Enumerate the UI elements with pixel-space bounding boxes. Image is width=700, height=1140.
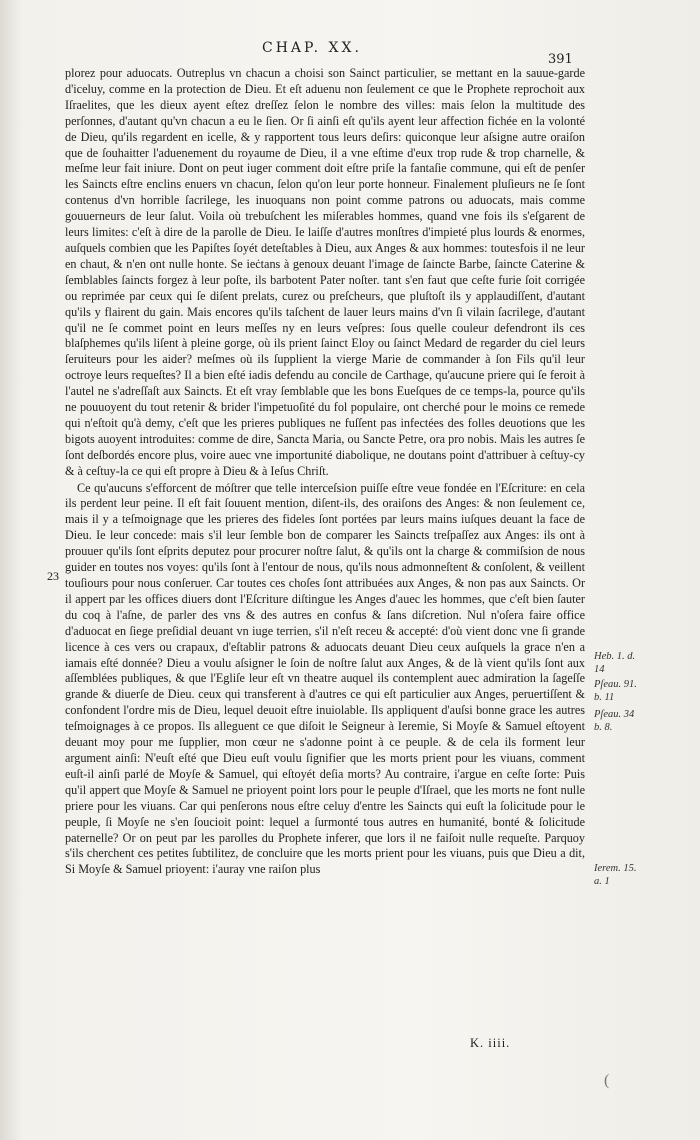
paragraph-2: Ce qu'aucuns s'efforcent de móſtrer que telle interceſsion puiſſe eſtre veue fondée en l'Eſcriture: en cela ils perdent leur peine. Il eſt fait ſouuent mention, diſent-ils, des oraiſons des Anges: & non ſeulement ce, mais il y a teſmoignage que les prieres des fideles ſont portées par leurs mains iuſques deuant la face de Dieu. Ie leur concede: mais s'il leur ſemble bon de comparer les Saincts treſpaſſez aux Anges: ils ont à prouuer qu'ils ſont eſprits deputez pour procurer noſtre ſalut, & qu'ils ont la charge & commiſsion de nous guider en toutes nos voyes: qu'ils ſont à l'entour de nous, qu'ils nous admonneſtent & conſolent, & veillent touſiours pour nous conſeruer. Car toutes ces choſes ſont attribuées aux Anges, & non pas aux Saincts. Or il appert par les offices diuers dont l'Eſcriture diſtingue les Anges d'auec les hommes, que c'eſt bien ſauter du coq à l'aſne, de parler des vns & des autres en confus & ſans diſcretion. Nul n'oſera faire office d'aduocat en ſiege preſidial deuant vn iuge terrien, s'il n'eſt receu & accepté: d'où vient donc vne ſi grande licence à ces vers ou crapaux, d'eſtablir patrons & aduocats deuant Dieu ceux auſquels la grace n'en a iamais eſté donnée? Dieu a voulu aſsigner le ſoin de noſtre ſalut aux Anges, & de là vient qu'ils ſont aux aſſemblées publiques, & que l'Egliſe leur eſt vn theatre auquel ils contemplent auec admiration la ſageſſe grande & diuerſe de Dieu. ceux qui transferent à d'autres ce qui eſt particulier aux Anges, peruertiſſent & confondent l'ordre mis de Dieu, lequel deuoit eſtre inuiolable. Ils appliquent d'auſsi bonne grace les autres teſmoignages à ce propos. Ils alleguent ce que diſoit le Seigneur à Ieremie, Si Moyſe & Samuel eſtoyent deuant moy pour me ſupplier, mon cœur ne s'adonne point à ce peuple. & de cela ils forment leur argument ainſi: N'euſt eſté que Dieu euſt voulu ſignifier que les morts prient pour les viuans, comment euſt-il ainſi parlé de Moyſe & Samuel, qui eſtoyét deſia morts? Au contraire, i'argue en ceſte ſorte: Puis qu'il appert que Moyſe & Samuel ne prioyent point lors pour le peuple d'Iſrael, que les morts ne font nulle priere pour les viuans. Car qui penſerons nous eſtre celuy d'entre les Saincts qui euſt la ſolicitude pour le peuple, ſi Moyſe ne s'en ſoucioit point: lequel a ſurmonté tous autres en humanité, bonté & ſolicitude paternelle? Or on peut par les parolles du Prophete inferer, que lors il ne faiſoit nulle requeſte. Parquoy s'ils cherchent ces petites ſubtilitez, de concluire que les morts prient pour les viuans, puis que Dieu a dit, Si Moyſe & Samuel prioyent: i'auray vne raiſon plus (65, 480, 585, 877)
main-text (65, 66, 585, 878)
section-number: 23 (47, 569, 59, 583)
margin-note-pseau-34: Pſeau. 34 b. 8. (594, 709, 635, 733)
margin-note-pseau-91: Pſeau. 91. b. 11 (594, 679, 637, 703)
corner-mark: ( (604, 1072, 610, 1089)
running-header (0, 40, 700, 67)
page-number: 391 (548, 52, 573, 67)
margin-note-ierem: Ierem. 15. a. 1 (594, 863, 637, 887)
paragraph-1: plorez pour aduocats. Outreplus vn chacun a choisi son Sainct particulier, se mettant en la sauue-garde d'iceluy, comme en la protection de Dieu. Et eſt aduenu non ſeulement ce que le Prophete reprochoit aux Iſraelites, que les dieux ayent eſtez dreſſez ſelon le nombre des villes: mais ſelon la multitude des perſonnes, d'autant qu'vn chacun a eu le ſien. Or ſi ainſi eſt qu'ils ayent leur affection fichée en la volonté de Dieu, qu'ils regardent en icelle, & y rapportent tous leurs deſirs: quiconque leur aſsigne autre oraiſon que de ſouhaitter l'aduenement du royaume de Dieu, il a vne eſtime d'eux trop rude & trop charnelle, & meſme leur fait iniure. Dont on peut iuger comment doit eſtre priſe la fantaſie commune, qui eſt de penſer les Saincts eſtre enclins enuers vn chacun, ſelon qu'on leur porte honneur. Finalement pluſieurs ne ſe ſont contenus d'vn horrible ſacrilege, les inuoquans non point comme patrons ou aduocats, mais comme gouuerneurs de leur ſalut. Voila où trebuſchent les miſerables hommes, quand vne fois ils s'eſgarent de leurs limites: c'eſt à dire de la parolle de Dieu. Ie laiſſe d'autres monſtres d'impieté plus lourds & enormes, auſquels combien que les Papiſtes ſoyét deteſtables à Dieu, aux Anges & aux hommes: toutesfois il ne leur en chaut, & n'en ont nulle honte. Se ieċtans à genoux deuant l'image de ſaincte Barbe, ſaincte Caterine & ſemblables ſaincts forgez à leur poſte, ils barbotent Pater noſter. tant s'en faut que ceſte furie ſoit corrigée ou reprimée par ceux qui ſe diſent prelats, curez ou preſcheurs, que pluſtoſt ils y applaudiſſent, d'autant qu'ils y flairent du gain. Mais encores qu'ils taſchent de lauer leurs mains d'vn ſi vilain ſacrilege, d'autant qu'il ne ſe commet point en leurs meſſes ny en leurs veſpres: ſous quelle couleur defendront ils ces blaſphemes qu'ils liſent à pleine gorge, où ils prient ſainct Eloy ou ſainct Medard de regarder du ciel leurs ſeruiteurs pour les aider? meſmes où ils ſupplient la vierge Marie de commander à ſon Fils qu'il leur octroye leurs requeſtes? Il a bien eſté iadis defendu au concile de Carthage, qu'aucune priere qui ſe feroit à l'autel ne s'adreſſaſt aux Saincts. Et eſt vray ſemblable que les bons Eueſques de ce temps-la, pource qu'ils ne pouuoyent du tout retenir & brider l'impetuoſité du fol populaire, ont cherché pour le moins ce remede qui n'eſtoit qu'à demy, c'eſt que les prieres publiques ne fuſſent pas infectées des folles deuotions que les bigots auoyent introduites: comme de dire, Sancta Maria, ou Sancte Petre, ora pro nobis. Mais les autres ſe ſont deſbordés encore plus, voire auec vne importunité diabolique, ne doutans point d'attribuer à ceſtuy-cy & à ceſtuy-la ce qui eſt propre à Dieu & à Ieſus Chriſt. (65, 66, 585, 478)
signature-mark: K. iiii. (470, 1036, 511, 1050)
margin-note-heb: Heb. 1. d. 14 (594, 651, 636, 675)
chapter-heading: CHAP. XX. (262, 40, 362, 56)
